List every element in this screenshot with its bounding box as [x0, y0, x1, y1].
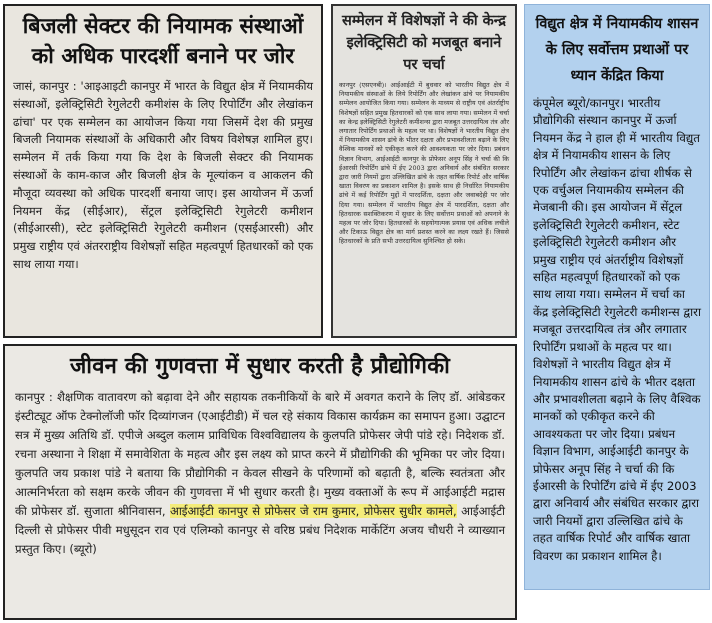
news-clipping-technology-quality-of-life	[3, 344, 517, 620]
clipping-body	[15, 388, 505, 559]
clipping-body: जासं, कानपुर : 'आइआइटी कानपुर में भारत के विद्युत क्षेत्र में नियामकीय संस्थाओं, इलेक्ट्रिसिटी रेगुलेटरी कमीशंस के लिए रिपोर्टिंग और लेखांकन ढांचा' पर एक सम्मेलन का आयोजन किया गया जिसमें देश की प्रमुख बिजली नियामक संस्थाओं के अधिकारी और विषय विशेषज्ञ शामिल हुए। सम्मेलन में तर्क किया गया कि देश के बिजली सेक्टर की नियामक संस्थाओं के काम-काज और बिजली क्षेत्र के मूल्यांकन व आकलन की मौजूदा व्यवस्था को अधिक पारदर्शी बनाया जाए। इस आयोजन में ऊर्जा नियमन केंद्र (सीईआर), सेंट्रल इलेक्ट्रिसिटी रेगुलेटरी कमीशन (सीईआरसी), स्टेट इलेक्ट्रिसिटी रेगुलेटरी कमीशन (एसईआरसी) और प्रमुख राष्ट्रीय एवं अंतरराष्ट्रीय विशेषज्ञों सहित महत्वपूर्ण हितधारकों को एक साथ लाया गया।	[13, 79, 313, 271]
clipping-headline: सम्मेलन में विशेषज्ञों ने की केन्द्र इलेक्ट्रिसिटी को मजबूत बनाने पर चर्चा	[342, 13, 506, 73]
clipping-body-text: कानपुर : शैक्षणिक वातावरण को बढ़ावा देने और सहायक तकनीकियों के बारे में अवगत कराने के लिए डॉ. आंबेडकर इंस्टीट्यूट ऑफ टेक्नोलॉजी फॉर दिव्यांगजन (एआईटीडी) में चल रहे संकाय विकास कार्यक्रम का समापन हुआ। उद्घाटन सत्र में मुख्य अतिथि डॉ. एपीजे अब्दुल कलाम प्राविधिक विश्वविद्यालय के कुलपति प्रोफेसर जेपी पांडे रहे। निदेशक डॉ. रचना अस्थाना ने शिक्षा में समावेशिता के महत्व और इस लक्ष्य को प्राप्त करने में प्रौद्योगिकी की भूमिका पर जोर दिया। कुलपति जय प्रकाश पांडे ने बताया कि प्रौद्योगिकी न केवल सीखने के परिणामों को बढ़ाती है, बल्कि स्वतंत्रता और आत्मनिर्भरता को सक्षम करके जीवन की गुणवत्ता में भी सुधार करती है। मुख्य वक्ताओं के रूप में आईआईटी मद्रास की प्रोफेसर डॉ. सुजाता श्रीनिवासन,	[15, 390, 506, 518]
highlighted-text: आईआईटी कानपुर से प्रोफेसर जे राम कुमार, प्रोफेसर सुधीर कामले,	[169, 504, 457, 518]
clipping-body: कंपूमेल ब्यूरो/कानपुर। भारतीय प्रौद्योगिकी संस्थान कानपुर में ऊर्जा नियमन केंद्र ने हाल ही में भारतीय विद्युत क्षेत्र में नियामकीय शासन के लिए रिपोर्टिंग और लेखांकन ढांचा शीर्षक से एक वर्चुअल नियामकीय सम्मेलन की मेजबानी की। इस आयोजन में सेंट्रल इलेक्ट्रिसिटी रेगुलेटरी कमीशन, स्टेट इलेक्ट्रिसिटी रेगुलेटरी कमीशन और प्रमुख राष्ट्रीय एवं अंतर्राष्ट्रीय विशेषज्ञों सहित महत्वपूर्ण हितधारकों को एक साथ लाया गया। सम्मेलन में चर्चा का केंद्र इलेक्ट्रिसिटी रेगुलेटरी कमीशन्स द्वारा मजबूत उत्तरदायित्व तंत्र और लगातार रिपोर्टिंग प्रथाओं के महत्व पर था। विशेषज्ञों ने भारतीय विद्युत क्षेत्र में नियामकीय शासन ढांचे के भीतर दक्षता और प्रभावशीलता बढ़ाने के लिए वैश्विक मानकों को एकीकृत करने की आवश्यकता पर जोर दिया। प्रबंधन विज्ञान विभाग, आईआईटी कानपुर के प्रोफेसर अनूप सिंह ने चर्चा की कि ईआरसी के रिपोर्टिंग ढांचे में ईए 2003 द्वारा अनिवार्य और संबंधित सरकार द्वारा जारी नियमों द्वारा उल्लिखित ढांचे के तहत वार्षिक रिपोर्ट और वार्षिक खाता विवरण का प्रकाशन शामिल है।	[533, 96, 701, 563]
clipping-headline: बिजली सेक्टर की नियामक संस्थाओं को अधिक पारदर्शी बनाने पर जोर	[22, 14, 304, 69]
clipping-body: कानपुर (एसएनबी)। आईआईटी में बुधवार को भारतीय विद्युत क्षेत्र में नियामकीय संस्थाओं के लिये रिपोर्टिंग और लेखांकन ढांचे पर नियामकीय सम्मेलन आयोजित किया गया। सम्मेलन के माध्यम से राष्ट्रीय एवं अंतर्राष्ट्रीय विशेषज्ञों सहित प्रमुख हितधारकों को एक साथ लाया गया। सम्मेलन में चर्चा का केन्द्र इलेक्ट्रिसिटी रेगुलेटरी कमीशन्स द्वारा मजबूत उत्तरदायित्व तंत्र और लगातार रिपोर्टिंग प्रथाओं के महत्व पर था। विशेषज्ञों ने भारतीय विद्युत क्षेत्र में नियामकीय शासन ढांचे के भीतर दक्षता और प्रभावशीलता बढ़ाने के लिए वैश्विक मानकों को एकीकृत करने की आवश्यकता पर जोर दिया। प्रबंधन विज्ञान विभाग, आईआईटी कानपुर के प्रोफेसर अनूप सिंह ने चर्चा की कि ईआरसी रिपोर्टिंग ढांचे में ईए 2003 द्वारा अनिवार्य और संबंधित सरकार द्वारा जारी नियमों द्वारा उल्लिखित ढांचे के तहत वार्षिक रिपोर्ट और वार्षिक खाता विवरण का प्रकाशन शामिल है। इसके साथ ही निर्धारित नियामकीय ढांचे में कई रिपोर्टिंग मुद्दों में पारदर्शिता, दक्षता और जवाबदेही पर जोर दिया गया। सम्मेलन में भारतीय विद्युत क्षेत्र में पारदर्शिता, दक्षता और हितधारक सशक्तिकरण में सुधार के लिए सर्वोत्तम प्रथाओं को अपनाने के महत्व पर जोर दिया। हितधारकों के सहयोगात्मक प्रयास एवं अधिक लचीले और टिकाऊ विद्युत क्षेत्र का मार्ग प्रशस्त करने का लक्ष्य रखते हैं। जिससे हितधारकों के प्रति सभी उत्तरदायित्व सुनिश्चित हो सके।	[339, 81, 509, 246]
news-clipping-conference-discussion	[331, 4, 517, 338]
news-clipping-best-practices	[524, 4, 710, 590]
news-clipping-electricity-regulators	[3, 4, 323, 338]
clipping-headline: जीवन की गुणवत्ता में सुधार करती है प्रौद्योगिकी	[69, 354, 451, 379]
clipping-headline: विद्युत क्षेत्र में नियामकीय शासन के लिए सर्वोत्तम प्रथाओं पर ध्यान केंद्रित किया	[535, 16, 699, 84]
clipping-body-text: आईआईटी दिल्ली से प्रोफेसर पीवी मधुसूदन राव एवं एलिम्को कानपुर से वरिष्ठ प्रबंध निदेशक मार्केटिंग अजय चौधरी ने व्याख्यान प्रस्तुत किए। (ब्यूरो)	[15, 504, 505, 556]
